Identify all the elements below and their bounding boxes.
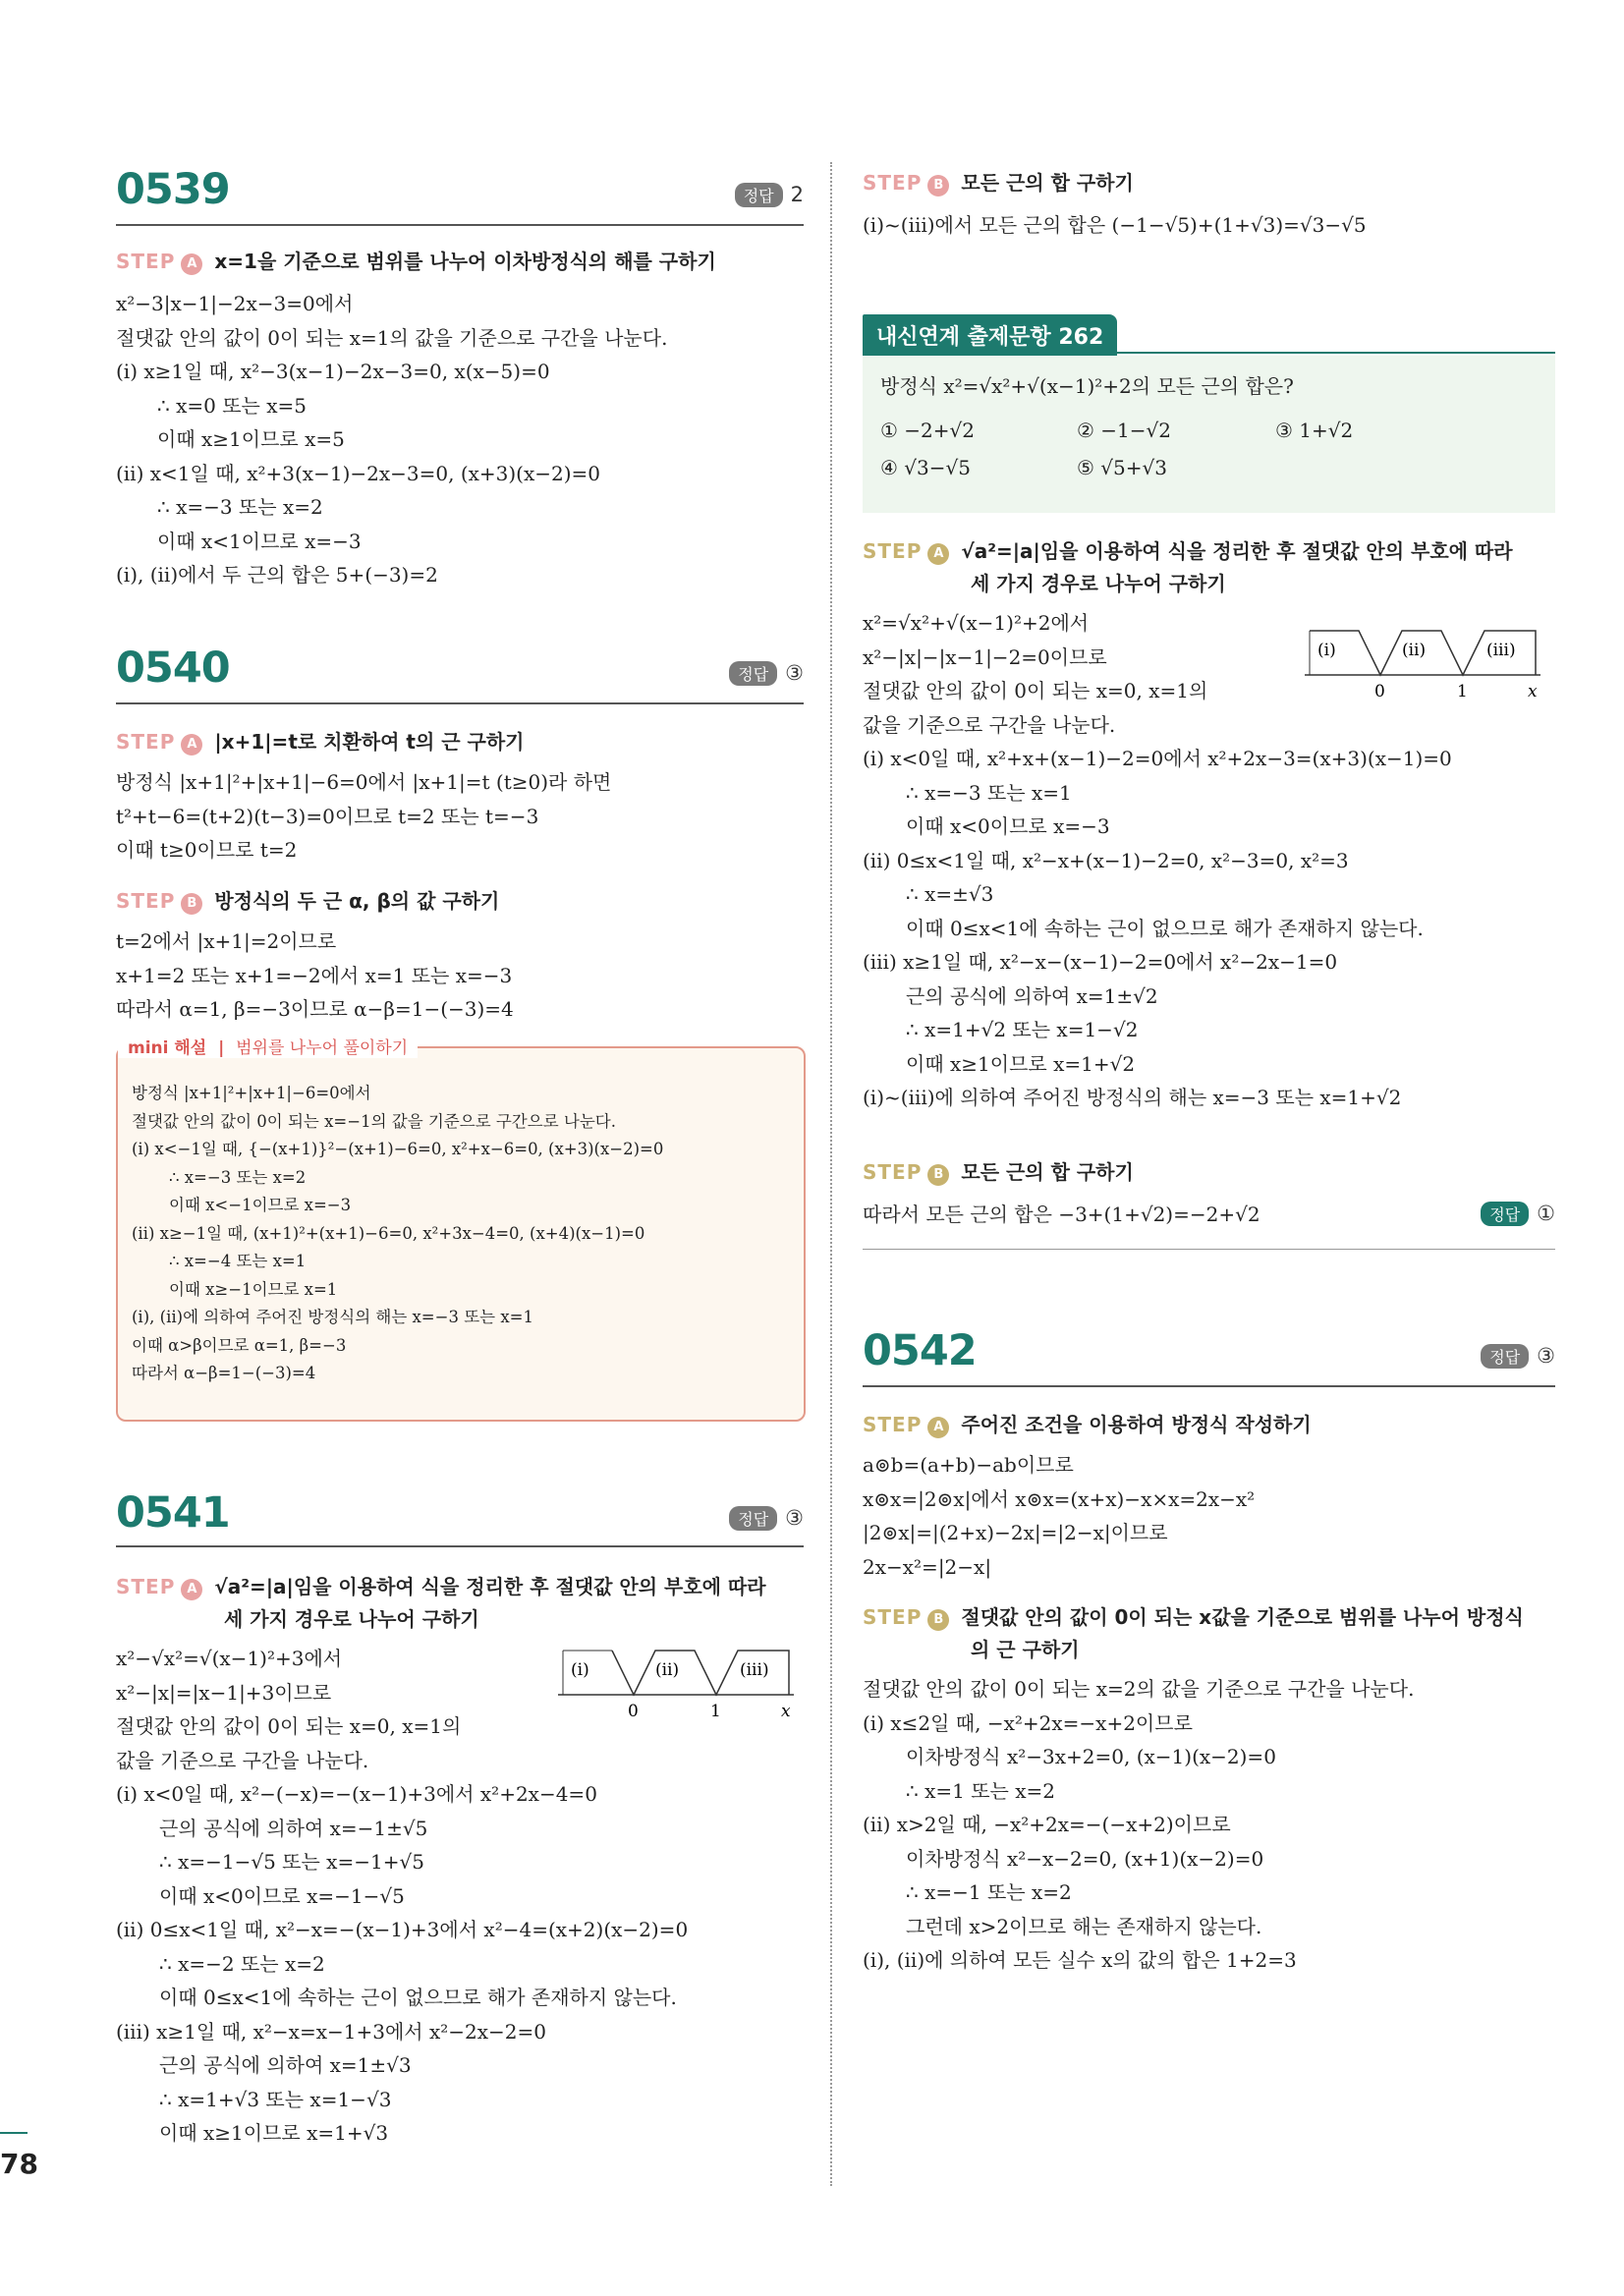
final-line: 따라서 모든 근의 합은 −3+(1+√2)=−2+√2 (863, 1203, 1260, 1226)
solution-line: 절댓값 안의 값이 0이 되는 x=1의 값을 기준으로 구간을 나눈다. (116, 325, 668, 350)
mini-line: 방정식 |x+1|²+|x+1|−6=0에서 (132, 1084, 371, 1102)
solution-line: x+1=2 또는 x+1=−2에서 x=1 또는 x=−3 (116, 963, 513, 987)
related-problem-box (863, 356, 1555, 513)
step-title: √a²=|a|임을 이용하여 식을 정리한 후 절댓값 안의 부호에 따라 (961, 539, 1513, 563)
solution-line: ∴ x=1+√2 또는 x=1−√2 (906, 1018, 1139, 1041)
solution-line: 이때 x<0이므로 x=−3 (906, 814, 1110, 838)
mini-title: mini 해설 | 범위를 나누어 풀이하기 (118, 1034, 418, 1058)
step-title-cont: 세 가지 경우로 나누어 구하기 (224, 1607, 479, 1631)
mini-line: 이때 x<−1이므로 x=−3 (169, 1196, 352, 1214)
solution-line: 절댓값 안의 값이 0이 되는 x=2의 값을 기준으로 구간을 나눈다. (863, 1677, 1415, 1701)
related-solution (863, 535, 1555, 1253)
problem-0542 (863, 1326, 1555, 1994)
step-letter: A (927, 1417, 949, 1438)
mini-line: (ⅰ) x<−1일 때, {−(x+1)}²−(x+1)−6=0, x²+x−6=0, (x+3)(x−2)=0 (132, 1140, 664, 1158)
solution-line: 이때 0≤x<1에 속하는 근이 없으므로 해가 존재하지 않는다. (906, 916, 1424, 940)
solution-lines (116, 1777, 804, 2151)
interval-label-3: (ⅲ) (1486, 641, 1516, 660)
mini-explanation-box (116, 1038, 806, 1422)
solution-line: ∴ x=−1 또는 x=2 (906, 1880, 1072, 1904)
solution-line: ∴ x=1 또는 x=2 (906, 1778, 1055, 1803)
solution-line: (ⅲ) x≥1일 때, x²−x=x−1+3에서 x²−2x−2=0 (116, 2019, 546, 2044)
mini-subtitle: 범위를 나누어 풀이하기 (236, 1038, 409, 1058)
solution-line: 2x−x²=|2−x| (863, 1554, 992, 1579)
column-divider (830, 162, 832, 2186)
solution-line: 절댓값 안의 값이 0이 되는 x=0, x=1의 (116, 1714, 462, 1738)
solution-line: t²+t−6=(t+2)(t−3)=0이므로 t=2 또는 t=−3 (116, 804, 539, 828)
interval-label-2: (ⅱ) (1402, 641, 1427, 660)
solution-line: 이때 t≥0이므로 t=2 (116, 838, 298, 862)
option-3: ③ 1+√2 (1275, 419, 1354, 442)
step-letter: A (927, 543, 949, 565)
answer-label (1481, 1202, 1555, 1226)
solution-line: 값을 기준으로 구간을 나눈다. (863, 712, 1116, 737)
solution-line: ∴ x=−2 또는 x=2 (159, 1951, 325, 1976)
step-letter: B (927, 1164, 949, 1186)
tick-x: x (1528, 682, 1538, 701)
option-2: ② −1−√2 (1077, 419, 1171, 442)
mini-line: ∴ x=−4 또는 x=1 (169, 1252, 307, 1270)
step-label: STEP (116, 1575, 176, 1598)
solution-lines (116, 924, 804, 1027)
answer-label (735, 183, 804, 207)
answer-tag: 정답 (735, 183, 783, 207)
solution-line: (ⅱ) 0≤x<1일 때, x²−x+(x−1)−2=0, x²−3=0, x²=3 (863, 848, 1349, 872)
step-b-heading (863, 1601, 1555, 1666)
step-letter: A (181, 734, 202, 756)
solution-line: 그런데 x>2이므로 해는 존재하지 않는다. (906, 1914, 1262, 1938)
step-label: STEP (863, 1413, 923, 1436)
option-1: ① −2+√2 (880, 419, 975, 442)
solution-line: x²−|x|−|x−1|−2=0이므로 (863, 644, 1107, 669)
answer-tag: 정답 (729, 661, 777, 686)
solution-lines (863, 1672, 1555, 1978)
solution-line: (ⅰ) x<0일 때, x²+x+(x−1)−2=0에서 x²+2x−3=(x+3)(x−1)=0 (863, 747, 1452, 770)
answer-tag: 정답 (729, 1506, 777, 1531)
step-label: STEP (863, 1605, 923, 1629)
solution-lines (863, 606, 1285, 742)
solution-line: ∴ x=±√3 (906, 882, 994, 906)
tick-0: 0 (628, 1702, 639, 1721)
related-problem-rule (863, 352, 1555, 354)
solution-line: 이때 x<0이므로 x=−1−√5 (159, 1883, 405, 1908)
solution-line: 근의 공식에 의하여 x=−1±√5 (159, 1816, 428, 1840)
step-a-heading (863, 1409, 1555, 1441)
solution-line: 근의 공식에 의하여 x=1±√3 (159, 2053, 412, 2077)
step-title: 방정식의 두 근 α, β의 값 구하기 (214, 889, 500, 913)
solution-line: (ⅰ), (ⅱ)에 의하여 모든 실수 x의 값의 합은 1+2=3 (863, 1948, 1297, 1972)
answer-value: ③ (785, 661, 804, 685)
solution-line: 이때 x<1이므로 x=−3 (157, 529, 362, 553)
solution-lines (863, 208, 1555, 243)
related-question: 방정식 x²=√x²+√(x−1)²+2의 모든 근의 합은? (880, 374, 1294, 398)
solution-line: 이차방정식 x²−3x+2=0, (x−1)(x−2)=0 (906, 1745, 1276, 1768)
solution-lines (863, 742, 1555, 1115)
solution-line: x²−3|x−1|−2x−3=0에서 (116, 292, 354, 315)
step-label: STEP (116, 250, 176, 273)
step-a-heading (116, 1571, 804, 1636)
solution-line: (ⅱ) x<1일 때, x²+3(x−1)−2x−3=0, (x+3)(x−2)=0 (116, 461, 601, 485)
mini-title-text: mini 해설 (128, 1038, 207, 1058)
solution-line: ∴ x=−3 또는 x=1 (906, 780, 1072, 805)
header-rule (116, 1545, 804, 1547)
solution-line: (ⅱ) 0≤x<1일 때, x²−x=−(x−1)+3에서 x²−4=(x+2)(x−2)=0 (116, 1918, 689, 1941)
answer-value: ③ (1537, 1344, 1555, 1368)
solution-line: (ⅰ)~(ⅲ)에 의하여 주어진 방정식의 해는 x=−3 또는 x=1+√2 (863, 1086, 1402, 1109)
solution-line: (ⅰ) x≤2일 때, −x²+2x=−x+2이므로 (863, 1710, 1193, 1735)
solution-line: a⊚b=(a+b)−ab이므로 (863, 1453, 1074, 1477)
mini-line: 절댓값 안의 값이 0이 되는 x=−1의 값을 기준으로 구간으로 나눈다. (132, 1111, 616, 1131)
answer-label (729, 1506, 804, 1531)
problem-0540 (116, 644, 804, 1429)
step-letter: B (927, 1609, 949, 1631)
solution-line: x²−|x|=|x−1|+3이므로 (116, 1680, 332, 1705)
step-b-heading (863, 167, 1555, 199)
solution-lines (863, 1448, 1555, 1584)
step-title: |x+1|=t로 치환하여 t의 근 구하기 (214, 730, 525, 754)
mini-line: 이때 x≥−1이므로 x=1 (169, 1279, 338, 1299)
problem-number: 0539 (116, 165, 230, 214)
tick-1: 1 (710, 1702, 721, 1721)
answer-value: ① (1537, 1202, 1555, 1225)
problem-0541-continued (863, 167, 1555, 255)
tick-x: x (781, 1702, 791, 1721)
header-rule (863, 1385, 1555, 1387)
solution-lines (116, 765, 804, 868)
solution-line: ∴ x=0 또는 x=5 (157, 393, 307, 418)
step-letter: A (181, 1579, 202, 1600)
solution-line: (ⅰ)~(ⅲ)에서 모든 근의 합은 (−1−√5)+(1+√3)=√3−√5 (863, 213, 1367, 237)
solution-line: 값을 기준으로 구간을 나눈다. (116, 1748, 369, 1772)
mini-line: ∴ x=−3 또는 x=2 (169, 1167, 307, 1187)
solution-line: 이때 0≤x<1에 속하는 근이 없으므로 해가 존재하지 않는다. (159, 1986, 677, 2009)
solution-line: x⊚x=|2⊚x|에서 x⊚x=(x+x)−x×x=2x−x² (863, 1486, 1256, 1511)
solution-line: 이때 x≥1이므로 x=1+√2 (906, 1051, 1136, 1076)
answer-tag: 정답 (1481, 1344, 1529, 1369)
answer-value: ③ (785, 1506, 804, 1530)
answer-tag: 정답 (1481, 1202, 1529, 1226)
answer-label (1481, 1344, 1555, 1369)
step-title: √a²=|a|임을 이용하여 식을 정리한 후 절댓값 안의 부호에 따라 (214, 1575, 766, 1598)
interval-diagram (553, 1646, 799, 1729)
solution-line: (ⅰ), (ⅱ)에서 두 근의 합은 5+(−3)=2 (116, 563, 438, 587)
step-title: 주어진 조건을 이용하여 방정식 작성하기 (961, 1413, 1312, 1436)
step-b-heading (863, 1156, 1555, 1189)
step-label: STEP (116, 730, 176, 754)
step-label: STEP (116, 889, 176, 913)
step-title: 모든 근의 합 구하기 (961, 171, 1134, 195)
step-letter: B (181, 893, 202, 915)
solution-lines (116, 287, 804, 592)
solution-line: x²=√x²+√(x−1)²+2에서 (863, 611, 1090, 635)
solution-line: 방정식 |x+1|²+|x+1|−6=0에서 |x+1|=t (t≥0)라 하면 (116, 770, 612, 794)
interval-label-2: (ⅱ) (655, 1660, 680, 1680)
solution-line: ∴ x=−1−√5 또는 x=−1+√5 (159, 1850, 424, 1874)
solution-lines (116, 1642, 538, 1777)
solution-line: ∴ x=1+√3 또는 x=1−√3 (159, 2087, 392, 2111)
mini-line: (ⅱ) x≥−1일 때, (x+1)²+(x+1)−6=0, x²+3x−4=0, (x+4)(x−1)=0 (132, 1223, 645, 1243)
solution-line: x²−√x²=√(x−1)²+3에서 (116, 1647, 343, 1670)
problem-number: 0541 (116, 1488, 230, 1538)
header-rule (116, 702, 804, 704)
header-rule (116, 224, 804, 226)
tick-0: 0 (1374, 682, 1385, 701)
mini-line: 따라서 α−β=1−(−3)=4 (132, 1364, 316, 1382)
step-title: x=1을 기준으로 범위를 나누어 이차방정식의 해를 구하기 (214, 250, 716, 273)
tick-1: 1 (1457, 682, 1468, 701)
page-number-rule (0, 2132, 28, 2134)
step-title: 모든 근의 합 구하기 (961, 1160, 1134, 1184)
problem-0541 (116, 1488, 804, 2176)
solution-line: 절댓값 안의 값이 0이 되는 x=0, x=1의 (863, 679, 1208, 702)
section-rule (863, 1249, 1555, 1250)
step-label: STEP (863, 539, 923, 563)
step-title: 절댓값 안의 값이 0이 되는 x값을 기준으로 범위를 나누어 방정식 (961, 1605, 1524, 1629)
problem-number: 0542 (863, 1326, 977, 1375)
step-letter: B (927, 175, 949, 196)
step-a-heading (863, 535, 1555, 600)
interval-diagram (1300, 626, 1545, 709)
solution-line: ∴ x=−3 또는 x=2 (157, 495, 323, 519)
solution-line: |2⊚x|=|(2+x)−2x|=|2−x|이므로 (863, 1521, 1168, 1544)
step-label: STEP (863, 1160, 923, 1184)
interval-label-3: (ⅲ) (740, 1660, 769, 1680)
answer-value: 2 (790, 183, 804, 206)
mini-line: 이때 α>β이므로 α=1, β=−3 (132, 1335, 347, 1355)
solution-line: 이차방정식 x²−x−2=0, (x+1)(x−2)=0 (906, 1846, 1264, 1871)
solution-line: 이때 x≥1이므로 x=5 (157, 427, 345, 451)
mini-lines (132, 1080, 663, 1388)
interval-label-1: (ⅰ) (571, 1660, 589, 1680)
related-problem-tab: 내신연계 출제문항 262 (863, 314, 1117, 357)
mini-line: (ⅰ), (ⅱ)에 의하여 주어진 방정식의 해는 x=−3 또는 x=1 (132, 1308, 533, 1326)
step-a-heading (116, 246, 804, 278)
problem-number: 0540 (116, 644, 230, 693)
solution-line: (ⅲ) x≥1일 때, x²−x−(x−1)−2=0에서 x²−2x−1=0 (863, 950, 1338, 974)
step-a-heading (116, 726, 804, 758)
step-letter: A (181, 253, 202, 275)
step-b-heading (116, 885, 804, 918)
option-4: ④ √3−√5 (880, 456, 971, 479)
solution-line: t=2에서 |x+1|=2이므로 (116, 929, 337, 953)
solution-line: 따라서 α=1, β=−3이므로 α−β=1−(−3)=4 (116, 997, 514, 1021)
step-title-cont: 세 가지 경우로 나누어 구하기 (971, 572, 1226, 595)
solution-line: (ⅱ) x>2일 때, −x²+2x=−(−x+2)이므로 (863, 1813, 1231, 1836)
option-5: ⑤ √5+√3 (1077, 456, 1167, 479)
step-title-cont: 의 근 구하기 (971, 1638, 1080, 1661)
interval-label-1: (ⅰ) (1317, 641, 1336, 660)
related-problem-header (863, 314, 1555, 354)
solution-line: 이때 x≥1이므로 x=1+√3 (159, 2121, 389, 2145)
solution-line: (ⅰ) x<0일 때, x²−(−x)=−(x−1)+3에서 x²+2x−4=0 (116, 1782, 597, 1806)
solution-line: (ⅰ) x≥1일 때, x²−3(x−1)−2x−3=0, x(x−5)=0 (116, 360, 550, 383)
problem-0539 (116, 165, 804, 597)
page-number: 78 (0, 2148, 38, 2180)
solution-line: 근의 공식에 의하여 x=1±√2 (906, 983, 1158, 1008)
step-label: STEP (863, 171, 923, 195)
answer-label (729, 661, 804, 686)
